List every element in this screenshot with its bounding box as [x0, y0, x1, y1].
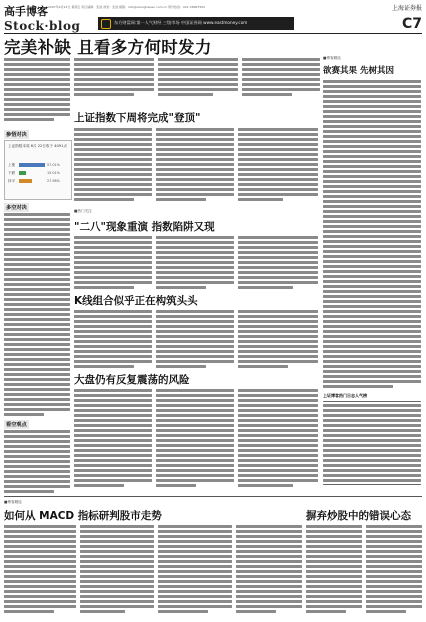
sidebar-section-bear: 看空观点	[6, 422, 27, 428]
poll-option-flat-percent: 27.98%	[47, 179, 60, 183]
poll-box	[4, 140, 72, 200]
poll-option-up-percent: 57.01%	[47, 163, 60, 167]
poll-option-down-label: 下跌	[8, 171, 16, 175]
main-headline: 完美补缺 且看多方何时发力	[4, 38, 212, 57]
article-4-title: 大盘仍有反复震荡的风险	[74, 374, 190, 386]
article-5-title: 如何从 MACD 指标研判股市走势	[4, 510, 162, 522]
poll-option-flat-label: 持平	[8, 179, 16, 183]
bottom-section-tag: ■博客精选	[4, 500, 22, 504]
poll-option-down-percent: 15.01%	[47, 171, 60, 175]
poll-option-up-label: 上涨	[8, 163, 16, 167]
bottom-section-rule	[4, 496, 422, 497]
article-6-title: 摒弃炒股中的错误心态	[306, 510, 411, 522]
portal-banner[interactable]	[98, 17, 294, 30]
brand-cn: 高手博客	[4, 5, 48, 18]
poll-option-up-bar	[19, 163, 45, 167]
poll-question: 上证指数本周 6月 22日收于 4091点	[8, 144, 67, 148]
right-column-tag: ■博客精选	[323, 56, 341, 60]
right-column-title: 欲赛其果 先树其因	[323, 66, 394, 76]
poll-option-down-bar	[19, 171, 26, 175]
brand-en: Stock·blog	[4, 19, 81, 33]
article-1-title: 上证指数下周将完成"登顶"	[74, 112, 201, 124]
hot-blog-table-title: 上证博客热门日志人气榜	[323, 393, 367, 398]
poll-title: 参悟对决	[6, 132, 27, 138]
sidebar-section-bull-bear: 多空对决	[6, 205, 27, 211]
banner-text: 东方财富网:第一人气财经 三级市场 中国证券网 www.eastmoney.com	[114, 20, 248, 25]
issue-meta: 2007年6月22日 星期五 责任编辑：张喆 视觉：张喆 邮箱：zxb@shanghaisec.com.cn 周刊热线：021-38967502	[48, 5, 206, 9]
poll-option-flat-bar	[19, 179, 32, 183]
article-2-title: "二八"现象重演 指数陷阱又现	[74, 221, 215, 233]
paper-name: 上海证券报	[391, 5, 422, 12]
banner-logo-icon	[101, 19, 111, 29]
hot-watch-tag: ■热门关注	[74, 209, 92, 213]
article-3-title: K线组合似乎正在构筑头头	[74, 295, 198, 307]
page-number: C7	[401, 16, 422, 32]
